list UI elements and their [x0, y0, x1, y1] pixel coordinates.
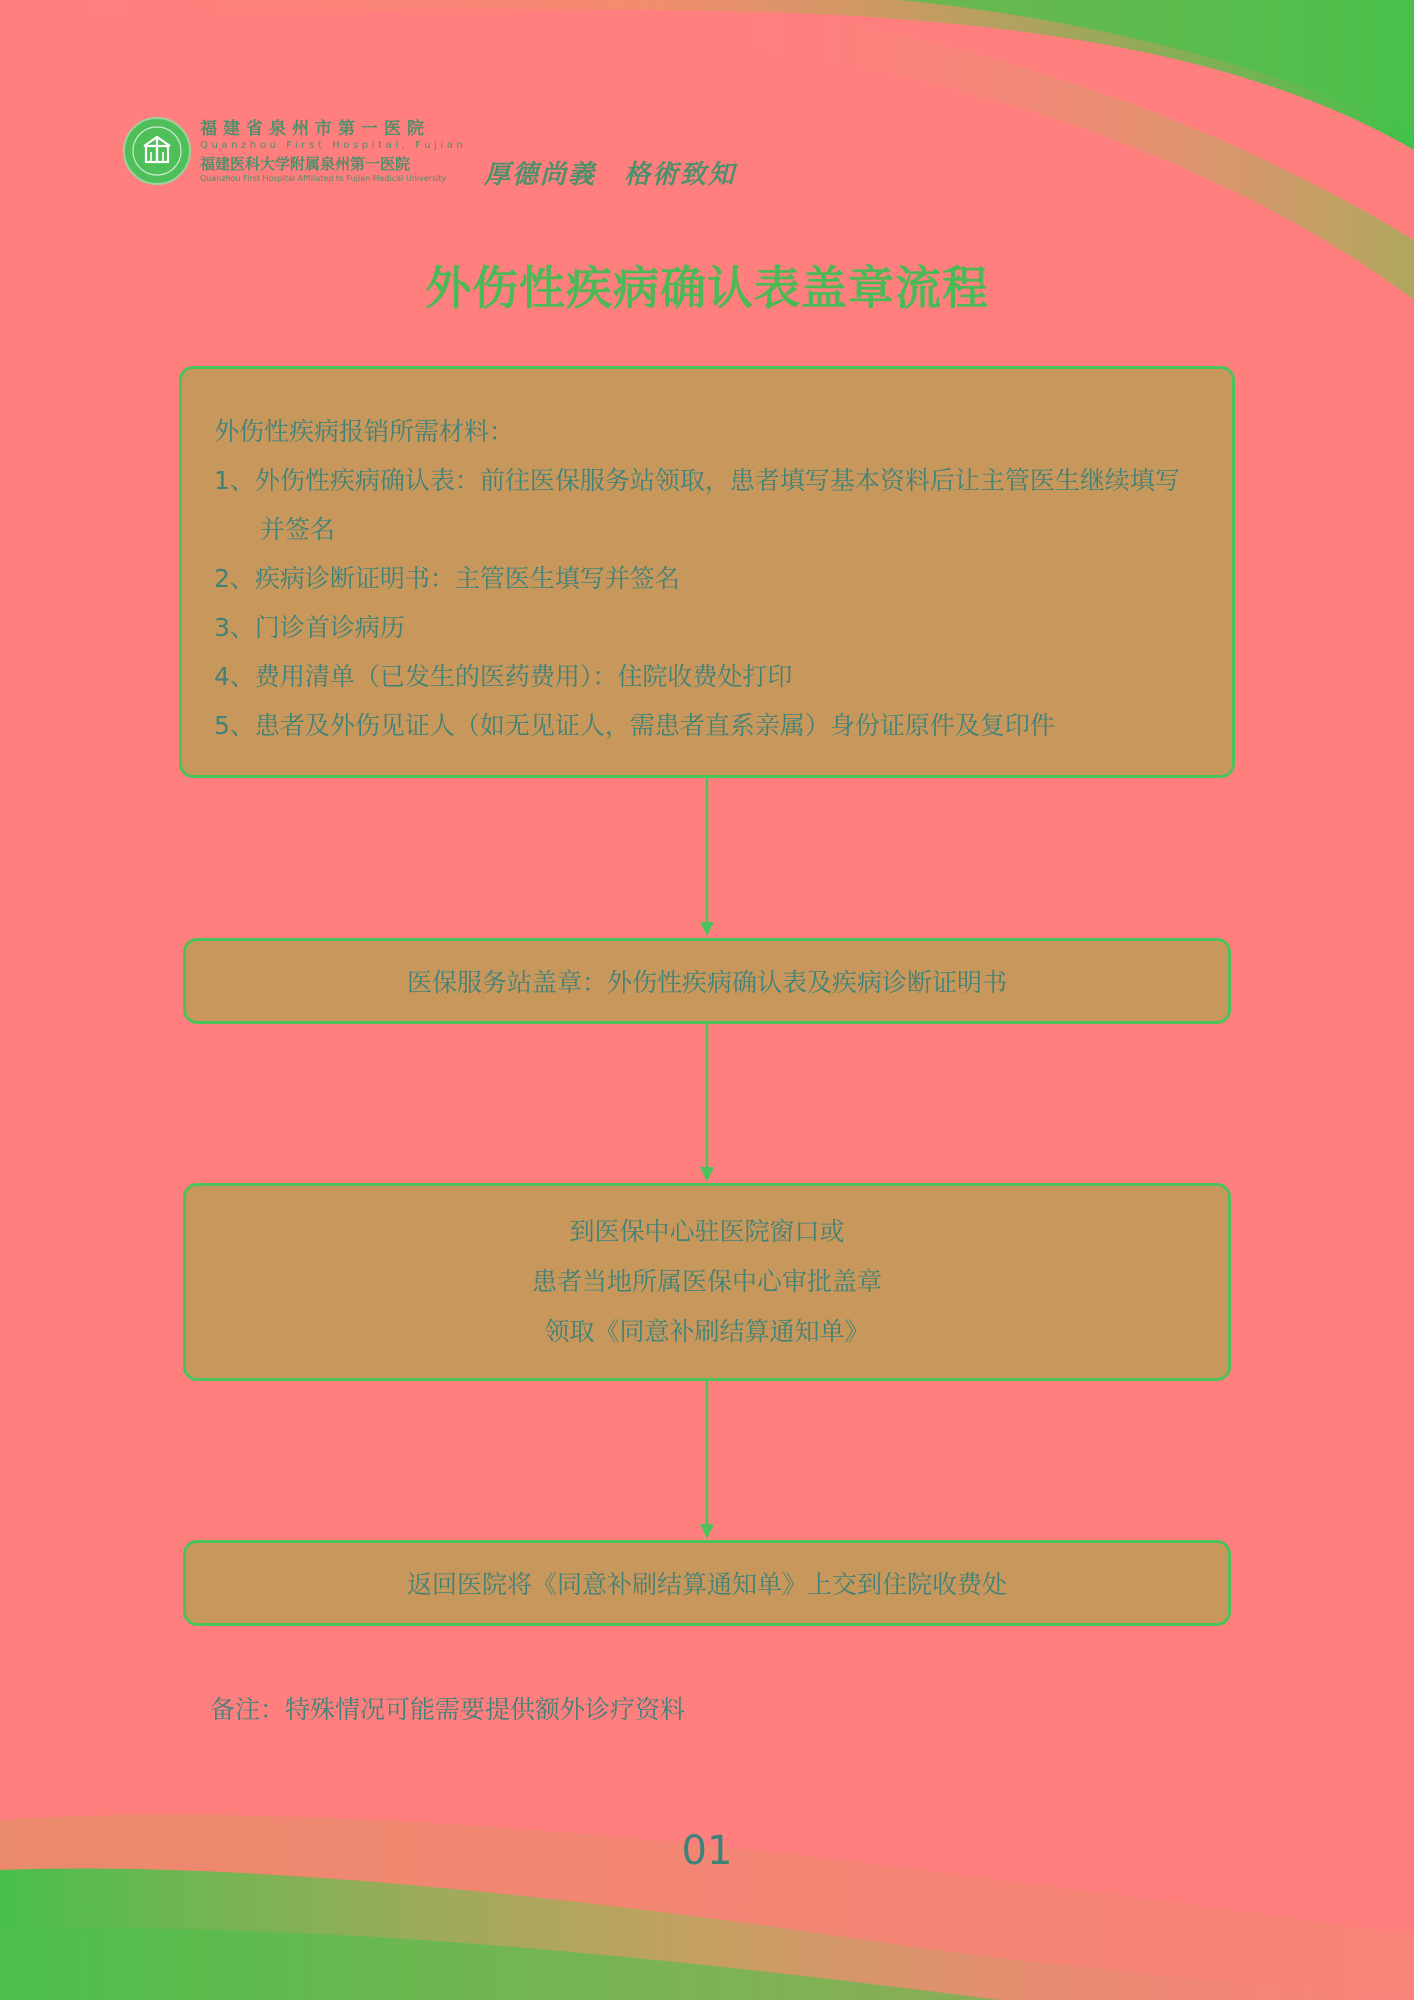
page-title: 外伤性疾病确认表盖章流程 — [425, 261, 989, 315]
materials-item: 3、门诊首诊病历 — [214, 613, 405, 642]
hospital-name-block — [200, 118, 466, 184]
hospital-name-en: Quanzhou First Hospital, Fujian — [200, 140, 467, 151]
materials-item: 2、疾病诊断证明书：主管医生填写并签名 — [214, 564, 680, 593]
hospital-logo — [122, 116, 192, 186]
materials-item: 1、外伤性疾病确认表：前往医保服务站领取，患者填写基本资料后让主管医生继续填写并签名 — [214, 466, 1180, 544]
note-text: 备注：特殊情况可能需要提供额外诊疗资料 — [210, 1695, 686, 1724]
step-approval-line: 患者当地所属医保中心审批盖章 — [531, 1267, 882, 1296]
step-approval-box — [183, 1183, 1231, 1381]
step-stamp-text: 医保服务站盖章：外伤性疾病确认表及疾病诊断证明书 — [406, 968, 1007, 997]
step-approval-line: 到医保中心驻医院窗口或 — [569, 1217, 845, 1246]
materials-item: 4、费用清单（已发生的医药费用）：住院收费处打印 — [214, 662, 793, 691]
step-approval-line: 领取《同意补刷结算通知单》 — [544, 1317, 870, 1346]
step-return-text: 返回医院将《同意补刷结算通知单》上交到住院收费处 — [406, 1570, 1007, 1599]
affiliation-cn: 福建医科大学附属泉州第一医院 — [200, 155, 411, 173]
flow-arrow-1 — [697, 778, 717, 938]
flow-arrow-3 — [697, 1381, 717, 1541]
step-return-box — [183, 1540, 1231, 1626]
materials-heading: 外伤性疾病报销所需材料： — [214, 417, 515, 446]
materials-item: 5、患者及外伤见证人（如无见证人，需患者直系亲属）身份证原件及复印件 — [214, 711, 1055, 740]
materials-box — [179, 366, 1235, 778]
page-number: 01 — [681, 1828, 733, 1874]
flow-arrow-2 — [697, 1024, 717, 1184]
hospital-motto: 厚德尚義 格術致知 — [484, 160, 737, 190]
step-stamp-box — [183, 938, 1231, 1024]
affiliation-en: Quanzhou First Hospital Affiliated to Fujian Medical University — [200, 174, 447, 183]
hospital-name-cn: 福建省泉州市第一医院 — [200, 119, 430, 139]
